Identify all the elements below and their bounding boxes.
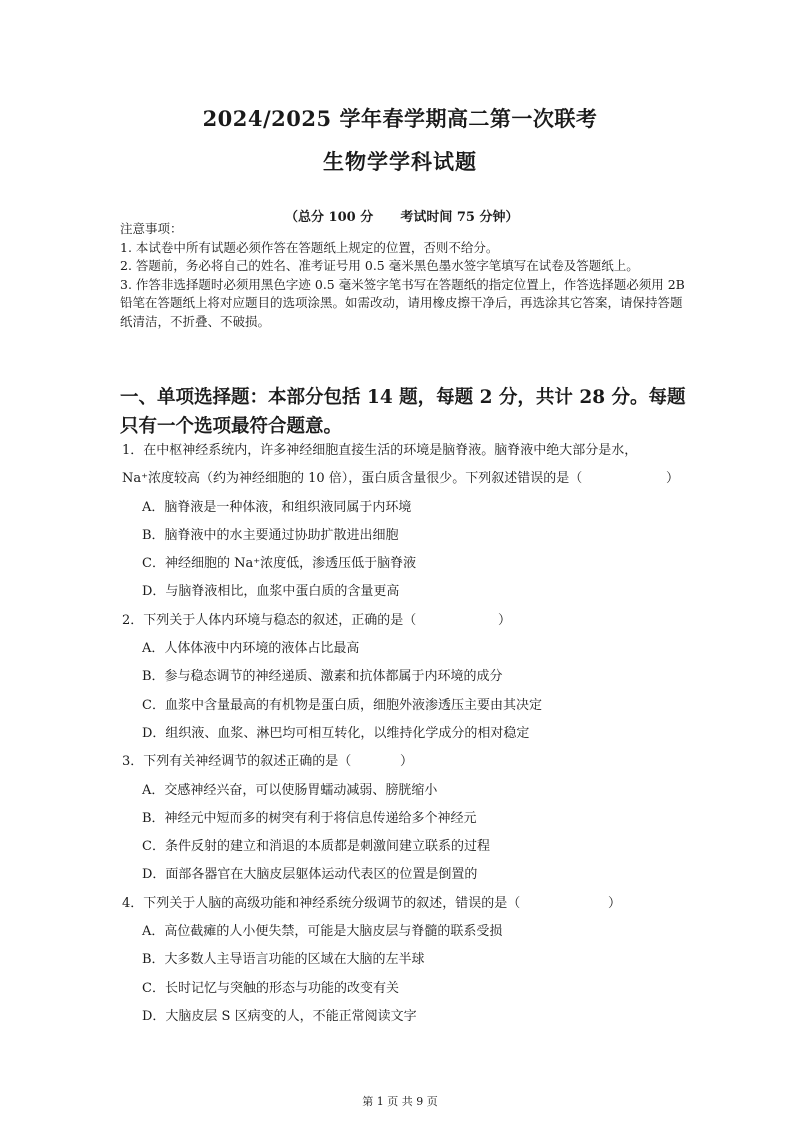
option-a: A．脑脊液是一种体液，和组织液同属于内环境 <box>142 499 412 515</box>
exam-notes <box>120 220 686 331</box>
option-c: C．血浆中含量最高的有机物是蛋白质，细胞外液渗透压主要由其决定 <box>142 697 542 713</box>
question-stem-text: 2．下列关于人体内环境与稳态的叙述，正确的是（ <box>122 612 417 628</box>
question-stem <box>120 890 690 918</box>
option-c: C．条件反射的建立和消退的本质都是刺激间建立联系的过程 <box>142 839 490 855</box>
answer-paren: ） <box>666 471 680 487</box>
option-d: D．组织液、血浆、淋巴均可相互转化，以维持化学成分的相对稳定 <box>142 725 530 741</box>
page-footer: 第 1 页 共 9 页 <box>362 1095 438 1108</box>
question-stem-text: 3．下列有关神经调节的叙述正确的是（ <box>122 754 352 770</box>
exam-meta: （总分 100 分 考试时间 75 分钟） <box>285 210 519 225</box>
option-d: D．大脑皮层 S 区病变的人，不能正常阅读文字 <box>142 1008 417 1024</box>
answer-paren: ） <box>400 754 414 770</box>
answer-paren: ） <box>498 612 512 628</box>
note-item: 3. 作答非选择题时必须用黑色字迹 0.5 毫米签字笔书写在答题纸的指定位置上，作答选择题必须用 2B 铅笔在答题纸上将对应题目的选项涂黑。如需改动，请用橡皮擦干净后，再选涂其它答案，请保持答题纸清洁，不折叠、不破损。 <box>120 276 685 329</box>
answer-paren: ） <box>608 895 622 911</box>
exam-title: 2024/2025 学年春学期高二第一次联考 <box>202 106 598 131</box>
option-a: A．高位截瘫的人小便失禁，可能是大脑皮层与脊髓的联系受损 <box>142 924 503 940</box>
option-d: D．面部各器官在大脑皮层躯体运动代表区的位置是倒置的 <box>142 867 478 883</box>
option-c: C．神经细胞的 Na⁺浓度低，渗透压低于脑脊液 <box>142 556 417 572</box>
option-c: C．长时记忆与突触的形态与功能的改变有关 <box>142 980 399 996</box>
question-stem-cont <box>120 465 690 493</box>
option-a: A．人体体液中内环境的液体占比最高 <box>142 641 360 657</box>
note-item: 1. 本试卷中所有试题必须作答在答题纸上规定的位置，否则不给分。 <box>120 239 499 255</box>
section-heading: 一、单项选择题：本部分包括 14 题，每题 2 分，共计 28 分。每题只有一个选项最符合题意。 <box>120 387 686 437</box>
question-stem: 1．在中枢神经系统内，许多神经细胞直接生活的环境是脑脊液。脑脊液中绝大部分是水， <box>122 443 638 458</box>
option-a: A．交感神经兴奋，可以使肠胃蠕动减弱、膀胱缩小 <box>142 782 438 798</box>
option-b: B．参与稳态调节的神经递质、激素和抗体都属于内环境的成分 <box>142 669 503 685</box>
question-stem <box>120 607 690 635</box>
question-stem-text: 4．下列关于人脑的高级功能和神经系统分级调节的叙述，错误的是（ <box>122 895 521 911</box>
option-d: D．与脑脊液相比，血浆中蛋白质的含量更高 <box>142 584 400 600</box>
question-stem <box>120 748 690 776</box>
question-list <box>120 437 690 1031</box>
note-item: 2. 答题前，务必将自己的姓名、准考证号用 0.5 毫米黑色墨水签字笔填写在试卷及答题纸上。 <box>120 258 639 273</box>
exam-subject: 生物学学科试题 <box>323 149 477 174</box>
notes-heading: 注意事项： <box>120 221 183 236</box>
option-b: B．神经元中短而多的树突有利于将信息传递给多个神经元 <box>142 810 477 826</box>
question-stem-text: Na⁺浓度较高（约为神经细胞的 10 倍），蛋白质含量很少。下列叙述错误的是（ <box>122 471 583 487</box>
option-b: B．脑脊液中的水主要通过协助扩散进出细胞 <box>142 527 399 543</box>
option-b: B．大多数人主导语言功能的区域在大脑的左半球 <box>142 952 425 968</box>
